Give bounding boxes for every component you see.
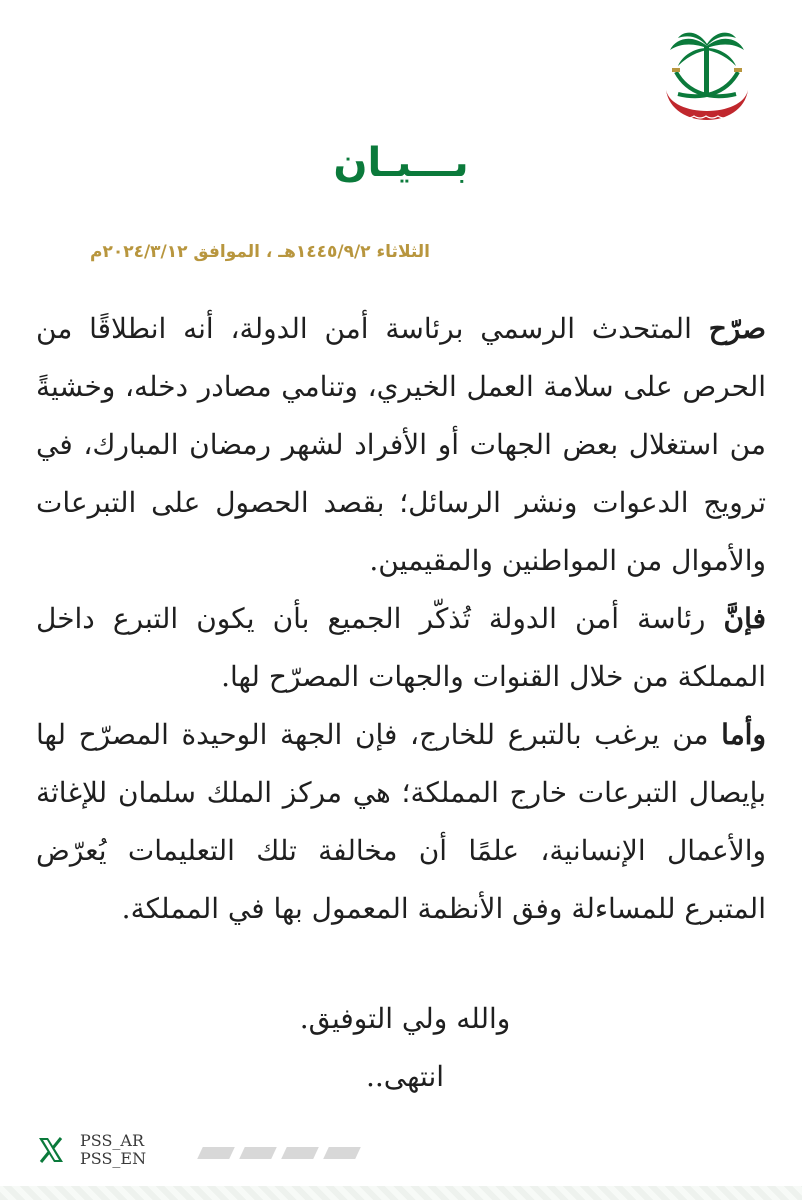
paragraph-lead: فإنَّ xyxy=(723,602,766,635)
statement-title: بـــيـان xyxy=(333,140,469,186)
paragraph xyxy=(36,590,766,706)
paragraph-lead: صرّح xyxy=(708,312,766,345)
paragraph-text: المتحدث الرسمي برئاسة أمن الدولة، أنه انطلاقًا من الحرص على سلامة العمل الخيري، وتنامي مصادر دخله، وخشيةً من استغلال بعض الجهات أو الأفراد لشهر رمضان المبارك، في ترويج الدعوات ونشر الرسائل؛ بقصد الحصول على التبرعات والأموال من المواطنين والمقيمين. xyxy=(36,312,766,577)
handle-ar[interactable]: PSS_AR xyxy=(80,1131,145,1150)
dash xyxy=(281,1147,319,1159)
handles-text xyxy=(80,1132,146,1168)
paragraph-lead: وأما xyxy=(721,718,766,751)
statement-date: الثلاثاء ١٤٤٥/٩/٢هـ ، الموافق ٢٠٢٤/٣/١٢م xyxy=(89,242,430,262)
closing-line: انتهى.. xyxy=(365,1060,445,1093)
statement-body xyxy=(36,300,766,938)
bottom-border-pattern xyxy=(0,1186,802,1200)
paragraph-text: من يرغب بالتبرع للخارج، فإن الجهة الوحيدة المصرّح لها بإيصال التبرعات خارج المملكة؛ هي مركز الملك سلمان للإغاثة والأعمال الإنسانية، علمًا أن مخالفة تلك التعليمات يُعرّض المتبرع للمساءلة وفق الأنظمة المعمول بها في المملكة. xyxy=(36,718,766,925)
dash xyxy=(197,1147,235,1159)
paragraph xyxy=(36,300,766,590)
paragraph xyxy=(36,706,766,938)
dash xyxy=(323,1147,361,1159)
paragraph-text: رئاسة أمن الدولة تُذكّر الجميع بأن يكون التبرع داخل المملكة من خلال القنوات والجهات المصرّح لها. xyxy=(36,602,766,693)
statement-closing xyxy=(240,990,570,1106)
dash xyxy=(239,1147,277,1159)
x-logo-icon xyxy=(36,1135,66,1165)
closing-line: والله ولي التوفيق. xyxy=(299,1002,511,1035)
handle-en[interactable]: PSS_EN xyxy=(80,1149,147,1168)
social-handles xyxy=(36,1132,146,1168)
state-security-emblem xyxy=(662,28,752,140)
decorative-dashes xyxy=(200,1147,358,1159)
